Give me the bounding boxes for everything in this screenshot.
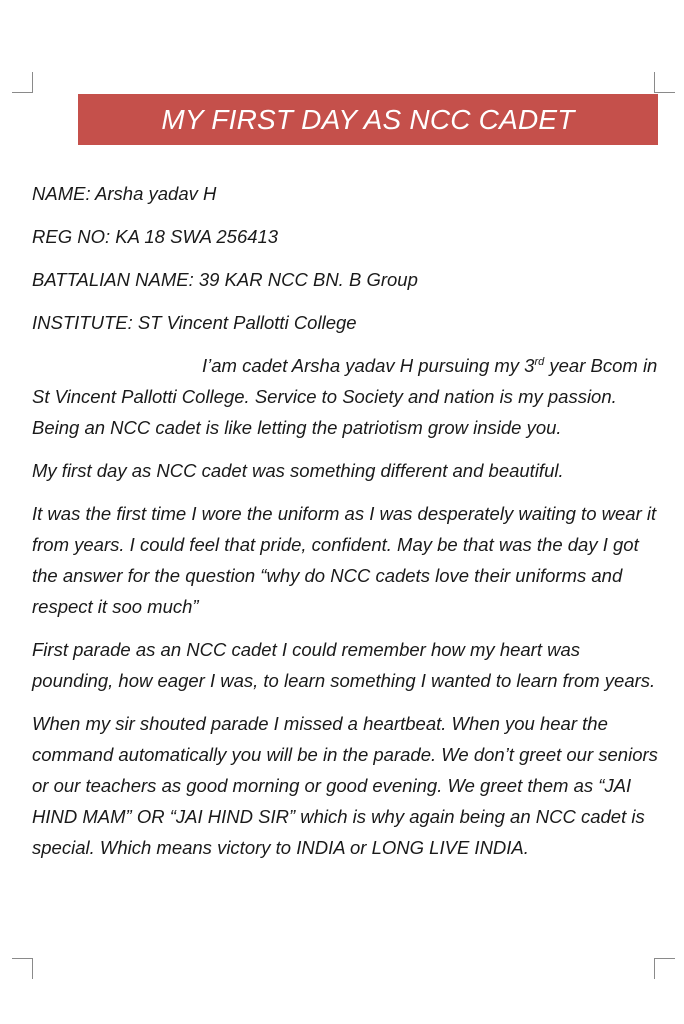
- document-body: [32, 178, 662, 875]
- paragraph-first-day: My first day as NCC cadet was something different and beautiful.: [32, 460, 564, 481]
- field-reg-no: REG NO: KA 18 SWA 256413: [32, 226, 279, 247]
- field-battalion-name: BATTALIAN NAME: 39 KAR NCC BN. B Group: [32, 269, 418, 290]
- title-banner: [78, 94, 658, 145]
- intro-superscript: rd: [534, 355, 545, 368]
- field-name: NAME: Arsha yadav H: [32, 183, 217, 204]
- page-corner-mark-bottom-right: [654, 958, 675, 979]
- intro-text-part1: I’am cadet Arsha yadav H pursuing my 3: [202, 355, 535, 376]
- field-institute: INSTITUTE: ST Vincent Pallotti College: [32, 312, 357, 333]
- page-title: MY FIRST DAY AS NCC CADET: [161, 103, 575, 135]
- intro-paragraph: [32, 350, 662, 443]
- paragraph-uniform: It was the first time I wore the uniform as I was desperately waiting to wear it from years. I could feel that pride, confident. May be that was the day I got the answer for the question “why do NCC cadets love their uniforms and respect it soo much”: [32, 503, 657, 617]
- page-corner-mark-top-left: [12, 72, 33, 93]
- page-corner-mark-bottom-left: [12, 958, 33, 979]
- paragraph-jai-hind: When my sir shouted parade I missed a heartbeat. When you hear the command automatically you will be in the parade. We don’t greet our seniors or our teachers as good morning or good evening. We greet them as “JAI HIND MAM” OR “JAI HIND SIR” which is why again being an NCC cadet is special. Which means victory to INDIA or LONG LIVE INDIA.: [32, 713, 658, 858]
- intro-text-part2: year Bcom in St Vincent Pallotti College. Service to Society and nation is my passion. Being an NCC cadet is like letting the patriotism grow inside you.: [32, 355, 658, 438]
- paragraph-first-parade: First parade as an NCC cadet I could remember how my heart was pounding, how eager I was, to learn something I wanted to learn from years.: [32, 639, 656, 691]
- page-corner-mark-top-right: [654, 72, 675, 93]
